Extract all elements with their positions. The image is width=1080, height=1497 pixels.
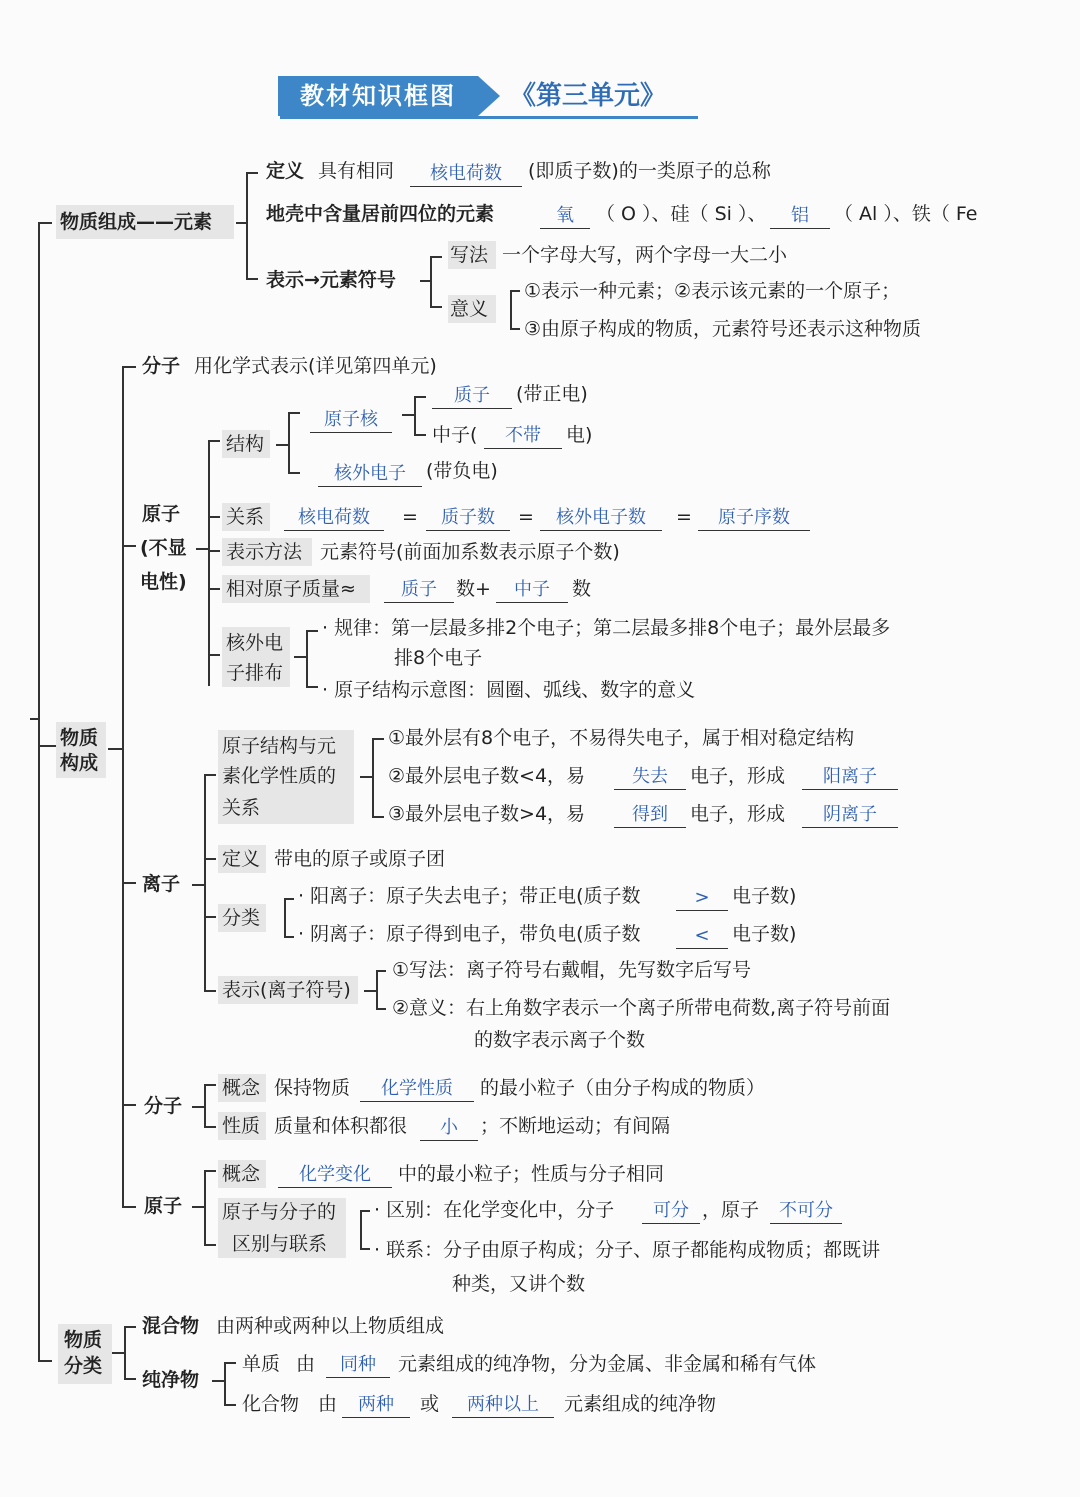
bracket-tick <box>430 256 442 258</box>
diff-a: · 区别：在化学变化中，分子 <box>374 1199 615 1221</box>
bracket-tick <box>414 434 426 436</box>
diff-bracket <box>360 1210 362 1250</box>
relation-answer-3: 核外电子数 <box>540 506 662 531</box>
meaning-2: ③由原子构成的物质，元素符号还表示这种物质 <box>524 318 922 340</box>
nucleus-bracket <box>414 396 416 436</box>
bracket-tick <box>284 898 294 900</box>
electron-text: (带负电) <box>426 460 498 482</box>
mass-label: 相对原子质量≈ <box>226 578 356 600</box>
crust-label: 地壳中含量居前四位的元素 <box>266 203 495 225</box>
outer-2b: 电子，形成 <box>690 765 786 787</box>
bracket-tick <box>360 776 372 778</box>
bracket-tick <box>208 516 220 518</box>
bracket-tick <box>224 1362 236 1364</box>
cation-answer: > <box>676 886 728 911</box>
bracket-tick <box>276 444 288 446</box>
ion-sym-2: ②意义：右上角数字表示一个离子所带电荷数,离子符号前面 <box>392 997 891 1019</box>
prop-pre: 质量和体积都很 <box>274 1115 408 1137</box>
rel2-label-1: 原子结构与元 <box>222 735 337 757</box>
bracket-tick <box>306 686 318 688</box>
outer-3b: 电子，形成 <box>690 803 786 825</box>
molecule-text: 用化学式表示(详见第四单元) <box>194 355 437 377</box>
aconcept-post: 中的最小粒子；性质与分子相同 <box>398 1163 665 1185</box>
ion-def-label: 定义 <box>222 848 261 870</box>
ion-sym-1: ①写法：离子符号右戴帽，先写数字后写号 <box>392 959 752 981</box>
diff-b: ，原子 <box>702 1199 760 1221</box>
concept-answer: 化学性质 <box>360 1077 474 1102</box>
bracket-tick <box>208 654 220 656</box>
outer-3-answer-2: 阴离子 <box>802 803 898 828</box>
bracket-tick <box>204 916 216 918</box>
compound-mid: 或 <box>420 1393 440 1415</box>
link-2: 种类，又讲个数 <box>452 1273 586 1295</box>
bracket-tick <box>376 1008 386 1010</box>
eq-1: = <box>402 506 418 528</box>
struct-bracket <box>288 412 290 474</box>
rel2-bracket <box>372 738 374 818</box>
crust-answer-1: 氧 <box>540 204 590 229</box>
crust-text-1: （ O ）、硅（ Si ）、 <box>596 203 767 225</box>
mass-answer-2: 中子 <box>496 578 568 603</box>
meaning-1: ①表示一种元素；②表示该元素的一个原子； <box>524 280 901 302</box>
cation-a: · 阳离子：原子失去电子；带正电(质子数 <box>298 885 641 907</box>
main-bracket-tip <box>30 718 40 720</box>
struct-label: 结构 <box>226 433 265 455</box>
bracket-tick <box>372 816 384 818</box>
molecule-label: 分子 <box>142 355 181 377</box>
concept-post: 的最小粒子（由分子构成的物质） <box>480 1077 766 1099</box>
compound-answer-2: 两种以上 <box>452 1393 554 1418</box>
compound-post: 元素组成的纯净物 <box>564 1393 717 1415</box>
bracket-tick <box>306 630 318 632</box>
ion-bracket <box>204 774 206 992</box>
bracket-tick <box>204 1126 216 1128</box>
compound-answer-1: 两种 <box>342 1393 410 1418</box>
electron-answer: 核外电子 <box>318 462 422 487</box>
unit-title: 《第三单元》 <box>510 81 667 111</box>
anion-answer: < <box>676 924 728 949</box>
bracket-tick <box>288 472 300 474</box>
proton-text: (带正电) <box>516 383 588 405</box>
ion-sym-3: 的数字表示离子个数 <box>474 1029 646 1051</box>
outer-1: ①最外层有8个电子，不易得失电子，属于相对稳定结构 <box>388 727 855 749</box>
relation-answer-1: 核电荷数 <box>284 506 384 531</box>
title-badge: 教材知识框图 <box>278 76 478 116</box>
meaning-bracket <box>510 290 512 330</box>
bracket-tick <box>192 1206 204 1208</box>
bracket-tick <box>196 548 208 550</box>
simple-post: 元素组成的纯净物，分为金属、非金属和稀有气体 <box>398 1353 817 1375</box>
bracket-tick <box>204 1170 216 1172</box>
bracket-tick <box>122 1104 136 1106</box>
main-bracket-top <box>38 222 52 224</box>
mass-answer-1: 质子 <box>384 578 454 603</box>
def-label: 定义 <box>266 160 305 182</box>
structure-root-2: 构成 <box>60 752 99 774</box>
symbol-label: 表示→元素符号 <box>266 269 396 291</box>
diff-answer-1: 可分 <box>642 1199 700 1224</box>
anion-b: 电子数) <box>732 923 797 945</box>
diff-label-2: 区别与联系 <box>232 1233 328 1255</box>
bracket-tick <box>122 882 136 884</box>
atom2-bracket <box>204 1170 206 1246</box>
structure-bracket <box>122 366 124 1208</box>
bracket-tick <box>510 290 520 292</box>
ion-def-text: 带电的原子或原子团 <box>274 848 446 870</box>
simple-pre: 由 <box>296 1353 316 1375</box>
bracket-tick <box>288 412 300 414</box>
bracket-tick <box>236 222 246 224</box>
symbol-bracket <box>430 256 432 308</box>
bracket-tick <box>376 970 386 972</box>
classify-root-1: 物质 <box>64 1329 103 1351</box>
bracket-tick <box>122 1206 136 1208</box>
atom2-label: 原子 <box>144 1195 183 1217</box>
atom-label-3: 电性) <box>140 571 187 593</box>
repr-text: 元素符号(前面加系数表示原子个数) <box>320 541 620 563</box>
crust-answer-2: 铝 <box>770 204 830 229</box>
nucleus-answer: 原子核 <box>310 408 392 433</box>
arrange-bracket <box>306 630 308 688</box>
neutron-pre: 中子( <box>432 424 478 446</box>
bracket-tick <box>208 550 220 552</box>
outer-3-answer: 得到 <box>614 803 686 828</box>
bracket-tick <box>208 440 220 442</box>
main-bracket-bottom <box>38 1360 52 1362</box>
arrange-label-1: 核外电 <box>226 632 284 654</box>
bracket-tick <box>122 545 136 547</box>
relation-answer-2: 质子数 <box>426 506 510 531</box>
concept-label: 概念 <box>222 1077 261 1099</box>
rel2-label-2: 素化学性质的 <box>222 765 337 787</box>
compound-pre: 由 <box>318 1393 338 1415</box>
bracket-tick <box>208 588 220 590</box>
prop-post: ；不断地运动；有间隔 <box>480 1115 671 1137</box>
proton-answer: 质子 <box>432 384 512 409</box>
mass-mid: 数+ <box>456 578 491 600</box>
bracket-tick <box>360 1210 370 1212</box>
classify-root-2: 分类 <box>64 1355 103 1377</box>
rel2-label-3: 关系 <box>222 797 261 819</box>
neutron-post: 电) <box>566 424 593 446</box>
bracket-tick <box>284 936 294 938</box>
main-bracket <box>38 222 40 1362</box>
molecule2-bracket <box>204 1084 206 1128</box>
link-1: · 联系：分子由原子构成；分子、原子都能构成物质；都既讲 <box>374 1239 881 1261</box>
bracket-tick <box>204 1244 216 1246</box>
def-post: (即质子数)的一类原子的总称 <box>528 160 771 182</box>
write-label: 写法 <box>450 244 489 266</box>
bracket-tick <box>294 656 306 658</box>
bracket-tick <box>414 396 426 398</box>
mix-text: 由两种或两种以上物质组成 <box>216 1315 445 1337</box>
compound-label: 化合物 <box>242 1393 300 1415</box>
mass-end: 数 <box>572 578 592 600</box>
bracket-tick <box>204 858 216 860</box>
cation-b: 电子数) <box>732 885 797 907</box>
bracket-tick <box>204 1084 216 1086</box>
def-answer: 核电荷数 <box>410 162 522 187</box>
crust-text-2: （ Al ）、铁（ Fe <box>834 203 978 225</box>
outer-2-answer: 失去 <box>614 765 686 790</box>
neutron-answer: 不带 <box>484 424 562 449</box>
bracket-tick <box>192 1106 204 1108</box>
simple-answer: 同种 <box>326 1353 390 1378</box>
title-arrow-icon <box>478 76 500 116</box>
bracket-tick <box>124 1326 136 1328</box>
aconcept-answer: 化学变化 <box>278 1163 392 1188</box>
classify-bracket <box>124 1326 126 1380</box>
outer-3a: ③最外层电子数>4，易 <box>388 803 586 825</box>
pure-label: 纯净物 <box>142 1369 200 1391</box>
bracket-tick <box>246 278 258 280</box>
eq-3: = <box>676 506 692 528</box>
ion-label: 离子 <box>142 873 181 895</box>
bracket-tick <box>246 172 258 174</box>
concept-pre: 保持物质 <box>274 1077 351 1099</box>
bracket-tick <box>364 990 376 992</box>
bracket-tick <box>108 748 122 750</box>
write-text: 一个字母大写，两个字母一大二小 <box>502 244 788 266</box>
element-root: 物质组成——元素 <box>60 211 213 233</box>
atom-label-1: 原子 <box>142 503 181 525</box>
repr-label: 表示方法 <box>226 541 303 563</box>
meaning-label: 意义 <box>450 298 489 320</box>
cls-label: 分类 <box>222 907 261 929</box>
bracket-tick <box>204 990 216 992</box>
bracket-tick <box>122 366 136 368</box>
ion-sym-bracket <box>376 970 378 1010</box>
structure-root-1: 物质 <box>60 727 99 749</box>
bracket-tick <box>430 306 442 308</box>
outer-2a: ②最外层电子数<4，易 <box>388 765 586 787</box>
rule-2: 排8个电子 <box>394 647 483 669</box>
cls-bracket <box>284 898 286 938</box>
bracket-tick <box>510 328 520 330</box>
atom-bracket <box>208 440 210 686</box>
anion-a: · 阴离子：原子得到电子，带负电(质子数 <box>298 923 641 945</box>
diagram-text: · 原子结构示意图：圆圈、弧线、数字的意义 <box>322 679 696 701</box>
bracket-tick <box>124 1378 136 1380</box>
diff-answer-2: 不可分 <box>770 1199 842 1224</box>
rule-1: · 规律：第一层最多排2个电子；第二层最多排8个电子；最外层最多 <box>322 617 891 639</box>
prop-answer: 小 <box>420 1116 478 1141</box>
ion-sym-label: 表示(离子符号) <box>222 979 351 1001</box>
pure-bracket <box>224 1362 226 1406</box>
mix-label: 混合物 <box>142 1315 200 1337</box>
atom-label-2: (不显 <box>140 537 187 559</box>
relation-answer-4: 原子序数 <box>698 506 810 531</box>
simple-label: 单质 <box>242 1353 281 1375</box>
diff-label-1: 原子与分子的 <box>222 1201 337 1223</box>
bracket-tick <box>360 1248 370 1250</box>
bracket-tick <box>112 1352 124 1354</box>
bracket-tick <box>212 1380 224 1382</box>
bracket-tick <box>224 1404 236 1406</box>
prop-label: 性质 <box>222 1115 261 1137</box>
bracket-tick <box>372 738 384 740</box>
bracket-tick <box>192 884 204 886</box>
def-pre: 具有相同 <box>318 160 395 182</box>
arrange-label-2: 子排布 <box>226 662 284 684</box>
bracket-tick <box>420 280 430 282</box>
outer-2-answer-2: 阳离子 <box>802 765 898 790</box>
aconcept-label: 概念 <box>222 1163 261 1185</box>
eq-2: = <box>518 506 534 528</box>
relation-label: 关系 <box>226 506 265 528</box>
element-bracket <box>246 172 248 280</box>
bracket-tick <box>402 414 414 416</box>
bracket-tick <box>204 774 216 776</box>
title-underline <box>280 116 698 119</box>
molecule2-label: 分子 <box>144 1095 183 1117</box>
